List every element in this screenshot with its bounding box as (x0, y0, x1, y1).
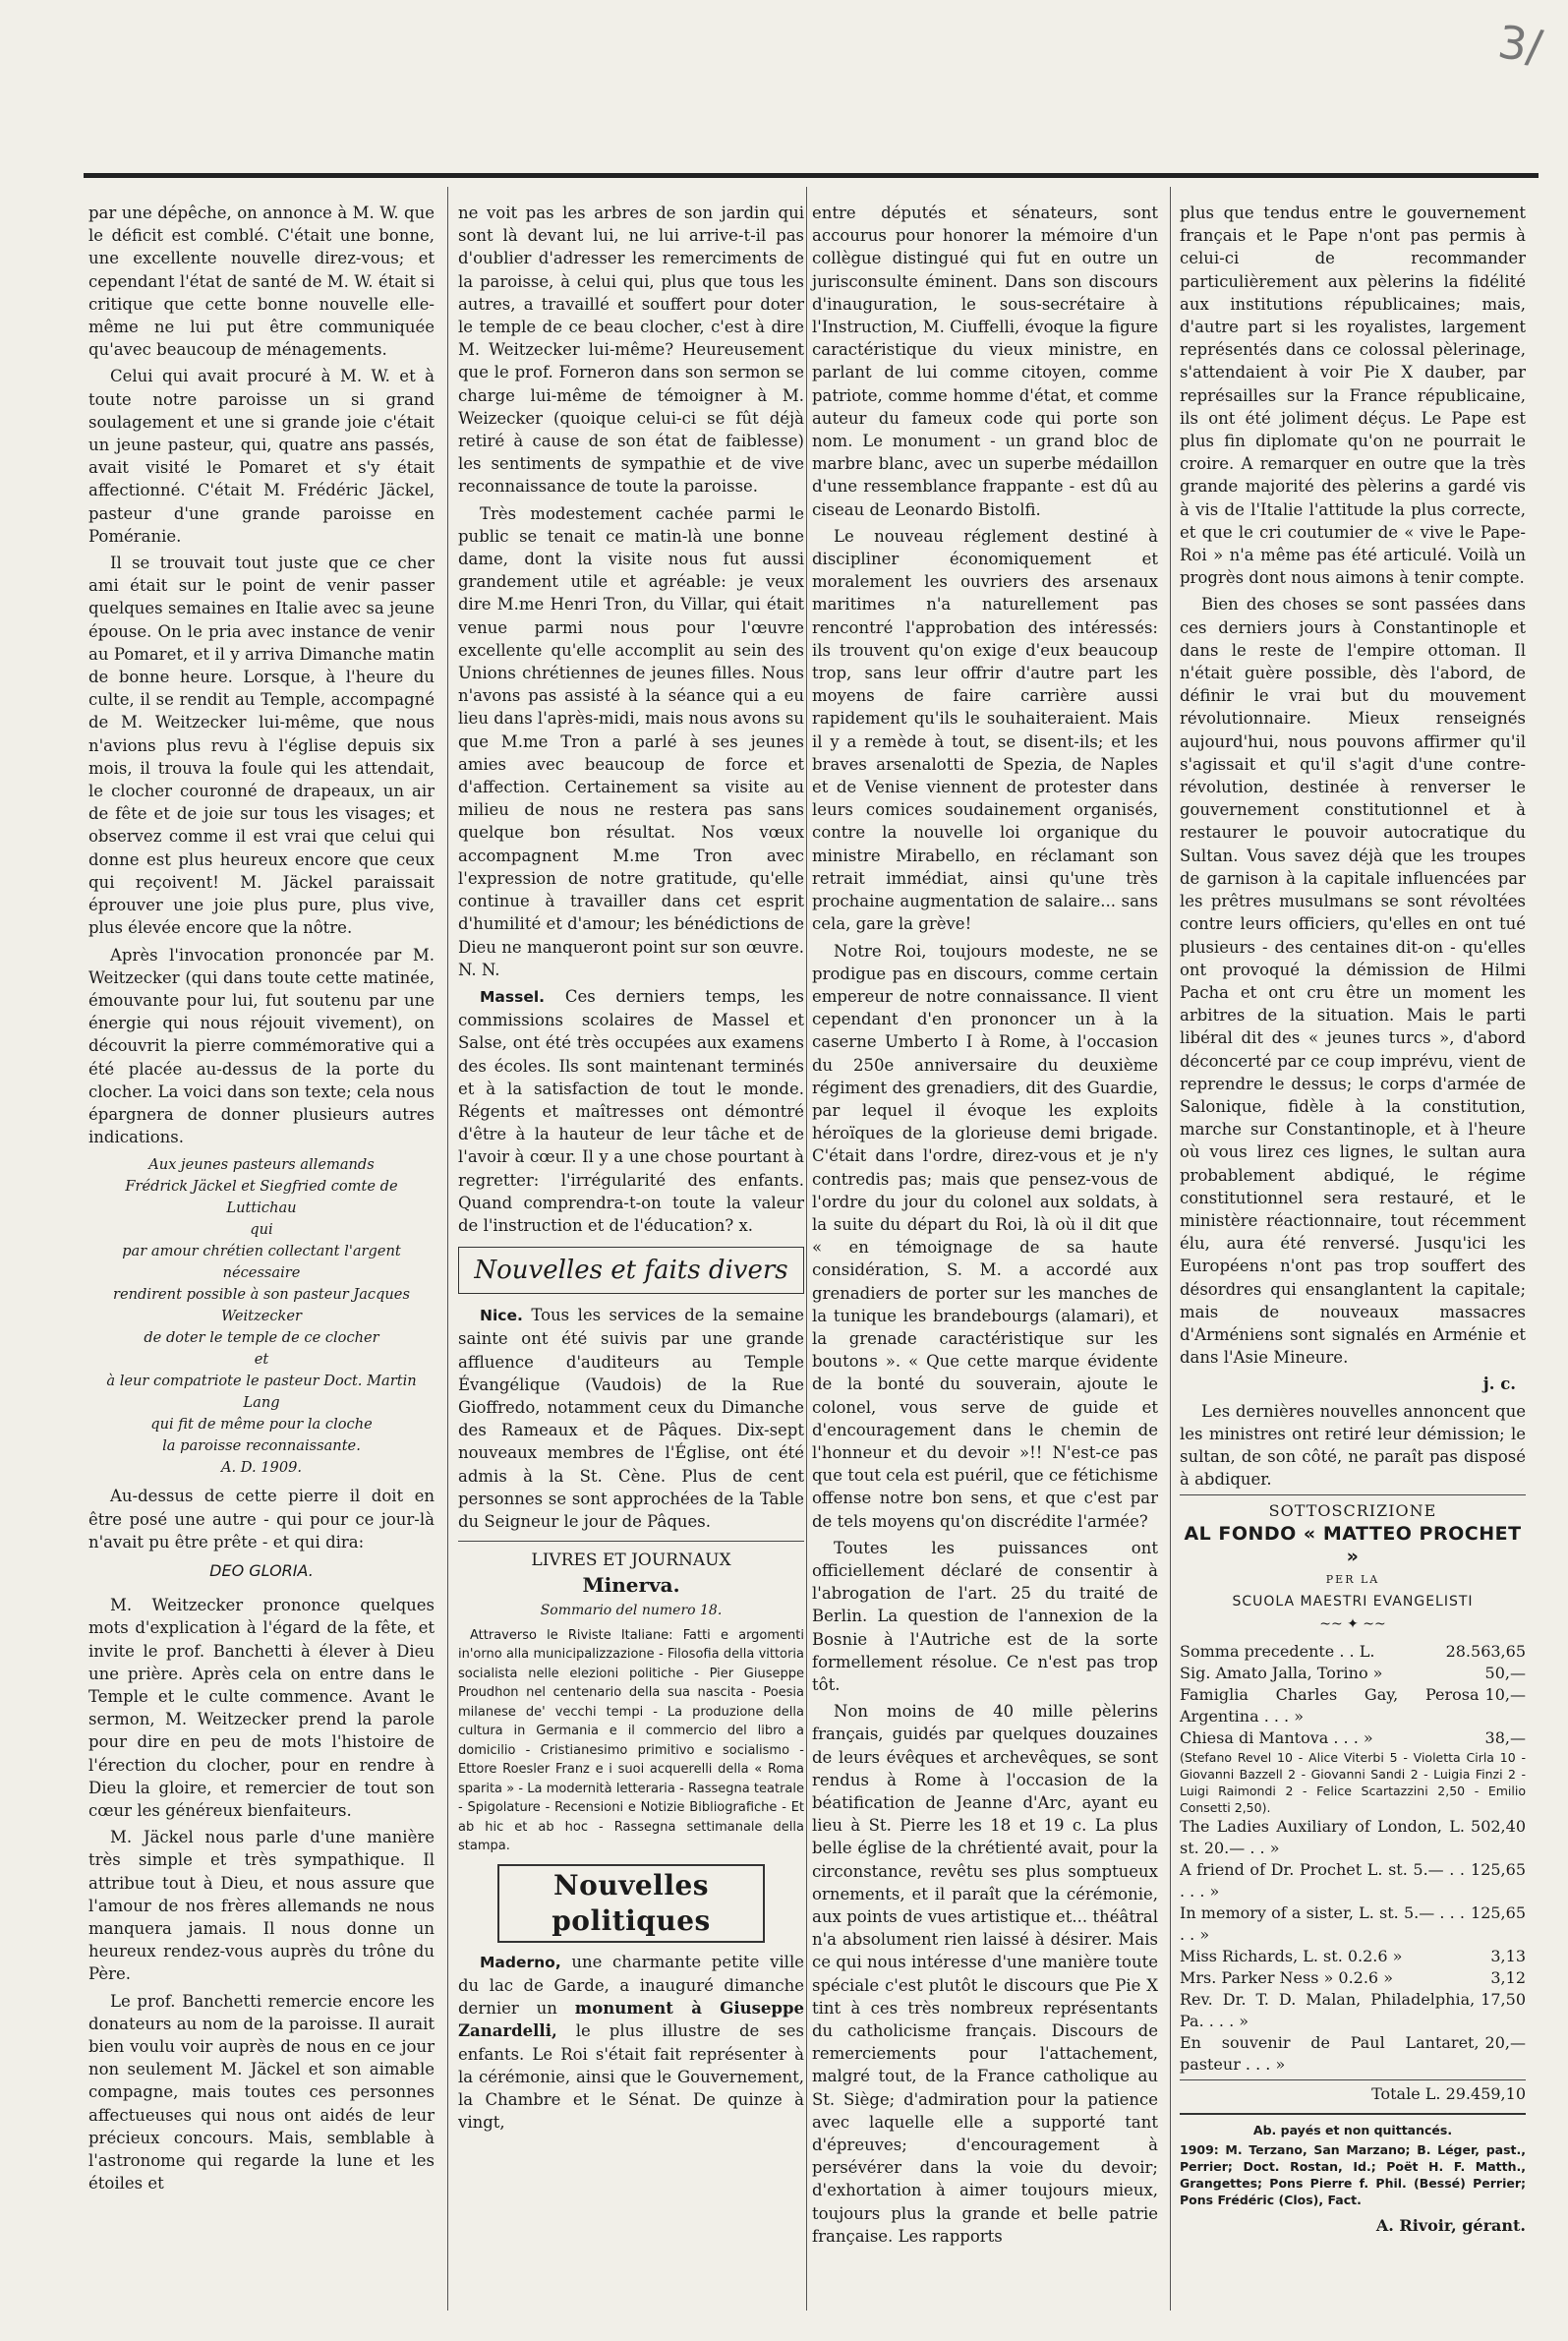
paragraph: entre députés et sénateurs, sont accourus pour honorer la mémoire d'un collègue distingué qui fut en outre un jurisconsulte éminent. Dans son discours d'inauguration, le sous-secrétaire à l'Instruction, M. Ciuffelli, évoque la figure caractéristique du vieux ministre, en parlant de lui comme citoyen, comme patriote, comme homme d'état, et comme auteur du fameux code qui porte son nom. Le monument - un grand bloc de marbre blanc, avec un superbe médaillon d'une ressemblance frappante - est dû au ciseau de Leonardo Bistolfi. (812, 204, 1158, 519)
inscription-line: et (254, 1351, 269, 1369)
item-text: Ces derniers temps, les commissions scolaires de Massel et Salse, ont été très occupées aux examens des écoles. Ils sont maintenant terminés et à la satisfaction de tout le monde. Régents et maîtresses ont démontré d'être à la hauteur de leur tâche et de l'avoir à cœur. Il y a une chose pourtant à regretter: l'irrégularité des enfants. Quand comprendra-t-on toute la valeur de l'instruction et de l'éducation? x. (458, 986, 804, 1235)
subscription-row (1180, 1641, 1526, 1663)
subscription-row (1180, 1727, 1526, 1749)
donor: Chiesa di Mantova . . . » (1180, 1727, 1373, 1747)
donor: In memory of a sister, L. st. 5.— . . . . . » (1180, 1902, 1466, 1944)
subscription-note: (Stefano Revel 10 - Alice Viterbi 5 - Violetta Cirla 10 - Giovanni Bazzell 2 - Giovanni Sandi 2 - Luigia Finzi 2 - Luigi Raimondi 2 - Felice Scartazzini 2,50 - Emilio Consetti 2,50). (1180, 1749, 1526, 1815)
inscription-line: à leur compatriote le pasteur Doct. Martin Lang (106, 1373, 417, 1412)
donor: The Ladies Auxiliary of London, L. st. 20.— . . » (1180, 1816, 1466, 1857)
divider (458, 1541, 804, 1542)
faits-divers-box (458, 1247, 804, 1294)
amount: 50,— (1484, 1663, 1526, 1682)
amount: 10,— (1484, 1684, 1526, 1704)
amount: 3,12 (1490, 1967, 1526, 1987)
column-divider (1170, 187, 1171, 2311)
paragraph: Après l'invocation prononcée par M. Weitzecker (qui dans toute cette matinée, émouvante pour lui, fut soutenu par une énergie qui nous réjouit vivement), on découvrit la pierre commémorative qui a été placée au-dessus de la porte du clocher. La voici dans son texte; cela nous épargnera de donner plusieurs autres indications. (88, 945, 435, 1147)
item-bold: monument à Giuseppe Zanardelli, (458, 1999, 804, 2041)
inscription-line: rendirent possible à son pasteur Jacques Weitzecker (113, 1286, 410, 1325)
inscription-line: Aux jeunes pasteurs allemands (148, 1156, 375, 1174)
amount: 20,— (1484, 2032, 1526, 2052)
subscription-row (1180, 1902, 1526, 1946)
inscription-line: qui (250, 1221, 273, 1239)
abonnements-list: 1909: M. Terzano, San Marzano; B. Léger, past., Perrier; Doct. Rostan, Id.; Poët H. F. Matth., Grangettes; Pons Pierre f. Phil. (Bessé) Perrier; Pons Frédéric (Clos), Fact. (1180, 2142, 1526, 2207)
paragraph: M. Jäckel nous parle d'une manière très simple et très sympathique. Il attribue tout à Dieu, et nous assure que l'amour de nos frères allemands ne nous manquera jamais. Il nous donne un heureux rendez-vous auprès du trône du Père. (88, 1828, 435, 1984)
paragraph: Non moins de 40 mille pèlerins français, guidés par quelques douzaines de leurs évêques et archevêques, se sont rendus à Rome à l'occasion de la béatification de Jeanne d'Arc, ayant eu lieu à St. Pierre les 18 et 19 c. La plus belle église de la chrétienté avait, pour la circonstance, revêtu ses plus somptueux ornements, et il paraît que la cérémonie, aux points de vues artistique et... théâtral n'a absolument rien laissé à désirer. Mais ce qui nous intéresse d'une manière toute spéciale c'est plutôt le discours que Pie X tint à ces très nombreux représentants du catholicisme français. Discours de remerciements pour l'attachement, malgré tout, de la France catholique au St. Siège; d'admiration pour la patience avec laquelle elle a supporté tant d'épreuves; d'encouragement à persévérer dans la voie du devoir; d'exhortation à aimer toujours mieux, toujours plus la grande et belle patrie française. Les rapports (812, 1702, 1158, 2246)
paragraph: M. Weitzecker prononce quelques mots d'explication à l'égard de la fête, et invite le prof. Banchetti à élever à Dieu une prière. Après cela on entre dans le Temple et le culte commence. Avant le sermon, M. Weitzecker prend la parole pour dire en peu de mots l'histoire de l'érection du clocher, pour en rendre à Dieu la gloire, et remercier de tout son cœur les généreux bienfaiteurs. (88, 1596, 435, 1820)
inscription-line: la paroisse reconnaissante. (162, 1437, 361, 1455)
paragraph: ne voit pas les arbres de son jardin qui sont là devant lui, ne lui arrive-t-il pas d'oublier d'adresser les remerciments de la paroisse, à celui qui, plus que tous les autres, a travaillé et souffert pour doter le temple de ce beau clocher, c'est à dire M. Weitzecker lui-même? Heureusement que le prof. Forneron dans son sermon se charge lui-même de témoigner à M. Weizecker (quoique celui-ci se fût déjà retiré à cause de son état de faiblesse) les sentiments de sympathie et de vive reconnaissance de toute la paroisse. (458, 204, 804, 497)
paragraph: Bien des choses se sont passées dans ces derniers jours à Constantinople et dans le reste de l'empire ottoman. Il n'était guère possible, dès l'abord, de définir le vrai but du mouvement révolutionnaire. Mieux renseignés aujourd'hui, nous pouvons affirmer qu'il s'agissait et qu'il s'agit d'une contre-révolution, destinée à renverser le gouvernement constitutionnel et à restaurer le pouvoir autocratique du Sultan. Vous savez déjà que les troupes de garnison à la capitale influencées par les prêtres musulmans se sont révoltées contre leurs officiers, qu'elles en ont tué plusieurs - des centaines dit-on - qu'elles ont provoqué la démission de Hilmi Pacha et ont cru être un moment les arbitres de la situation. Mais le parti libéral dit des « jeunes turcs », d'abord déconcerté par ce coup imprévu, vient de reprendre le dessus; le corps d'armée de Salonique, fidèle à la constitution, marche sur Constantinople, et à l'heure où vous lirez ces lignes, le sultan aura probablement abdiqué, le régime constitutionnel sera restauré, et le ministère réactionnaire, tout récemment élu, aura été renversé. Jusqu'ici les Européens n'ont pas trop souffert des désordres qui ensanglantent la capitale; mais de nouveaux massacres d'Arméniens sont signalés en Arménie et dans l'Asie Mineure. (1180, 595, 1526, 1368)
author-signature: j. c. (1482, 1375, 1516, 1394)
amount: 28.563,65 (1445, 1641, 1526, 1661)
subscription-row (1180, 1859, 1526, 1902)
donor: Miss Richards, L. st. 0.2.6 » (1180, 1946, 1403, 1965)
subscription-row (1180, 1946, 1526, 1967)
column-1 (88, 202, 435, 2198)
section-title: LIVRES ET JOURNAUX (531, 1551, 731, 1571)
section-title: Nouvelles et faits divers (474, 1256, 788, 1286)
amount: 502,40 (1471, 1816, 1526, 1836)
paragraph: Il se trouvait tout juste que ce cher ami était sur le point de venir passer quelques semaines en Italie avec sa jeune épouse. On le pria avec instance de venir au Pomaret, et il y arriva Dimanche matin de bonne heure. Lorsque, à l'heure du culte, il se rendit au Temple, accompagné de M. Weitzecker lui-même, que nous n'avions plus revu à l'église depuis six mois, il trouva la foule qui les attendait, le clocher couronné de drapeaux, un air de fête et de joie sur tous les visages; et observez comme il est vrai que celui qui donne est plus heureux encore que ceux qui reçoivent! M. Jäckel paraissait éprouver une joie plus pure, plus vive, plus élevée encore que la nôtre. (88, 554, 435, 938)
massel-item (458, 985, 804, 1237)
place-name: Nice. (480, 1307, 523, 1325)
item-text: le plus illustre de ses enfants. Le Roi s'était fait représenter à la cérémonie, ainsi que le Gouvernement, la Chambre et le Sénat. De quinze à vingt, (458, 2021, 804, 2133)
gerant-signature: A. Rivoir, gérant. (1375, 2216, 1526, 2235)
abonnements-title: Ab. payés et non quittancés. (1180, 2113, 1526, 2141)
subscription-row (1180, 2032, 1526, 2076)
inscription-line: qui fit de même pour la cloche (150, 1416, 373, 1434)
paragraph: Le nouveau réglement destiné à discipliner économiquement et moralement les ouvriers des arsenaux maritimes n'a naturellement pas rencontré l'approbation des intéressés: ils trouvent qu'on exige d'eux beaucoup trop, sans leur offrir d'autre part les moyens de faire carrière aussi rapidement qu'ils le souhaiteraient. Mais il y a remède à tout, se disent-ils; et les braves arsenalotti de Spezia, de Naples et de Venise viennent de protester dans leurs comices soudainement organisés, contre la nouvelle loi organique du ministre Mirabello, en réclamant son retrait immédiat, ainsi qu'une très prochaine augmentation de salaire... sans cela, gare la grève! (812, 526, 1158, 934)
paragraph: Les dernières nouvelles annoncent que les ministres ont retiré leur démission; le sultan, de son côté, ne paraît pas disposé à abdiquer. (1180, 1401, 1526, 1490)
paragraph: Le prof. Banchetti remercie encore les donateurs au nom de la paroisse. Il aurait bien voulu voir auprès de nous en ce jour non seulement M. Jäckel et son aimable compagne, mais toutes ces personnes affectueuses qui nous ont aidés de leur précieux concours. Mais, semblable à l'astronome qui regarde la lune et les étoiles et (88, 1991, 435, 2194)
magazine-title: Minerva. (582, 1573, 680, 1598)
paragraph: plus que tendus entre le gouvernement français et le Pape n'ont pas permis à celui-ci de recommander particulièrement aux pèlerins la fidélité aux institutions républicaines; mais, d'autre part si les royalistes, largement représentés dans ce colossal pèlerinage, s'attendaient à voir Pie X dauber, par représailles sur la France républicaine, ils ont été joliment déçus. Le Pape est plus fin diplomate qu'on ne pourrait le croire. A remarquer en outre que la très grande majorité des pèlerins a gardé vis à vis de l'Italie l'attitude la plus correcte, et que le cri coutumier de « vive le Pape-Roi » n'a même pas été articulé. Voilà un progrès dont nous aimons à tenir compte. (1180, 204, 1526, 588)
amount: 38,— (1484, 1727, 1526, 1747)
fund-per-la: PER LA (1325, 1572, 1380, 1586)
donor: En souvenir de Paul Lantaret, pasteur . . . » (1180, 2032, 1480, 2074)
subscription-row (1180, 1816, 1526, 1859)
amount: 125,65 (1471, 1902, 1526, 1922)
place-name: Maderno, (480, 1953, 561, 1971)
ornament: ~~ ✦ ~~ (1319, 1616, 1386, 1633)
amount: 3,13 (1490, 1946, 1526, 1965)
subscription-row (1180, 1684, 1526, 1727)
paragraph: Notre Roi, toujours modeste, ne se prodigue pas en discours, comme certain empereur de notre connaissance. Il vient cependant d'en prononcer un à la caserne Umberto I à Rome, à l'occasion du 250e anniversaire du deuxième régiment des grenadiers, dit des Guardie, par lequel il évoque les exploits héroïques de la glorieuse demi brigade. C'était dans l'ordre, direz-vous et je n'y contredis pas; mais que pensez-vous de l'ordre du jour du colonel aux soldats, à la suite du départ du Roi, là où il dit que « en témoignage de sa haute considération, S. M. a accordé aux grenadiers de porter sur les manches de la tunique les brandebourgs (alamari), et la grenade caractéristique sur les boutons ». « Que cette marque évidente de la bonté du souverain, ajoute le colonel, vous serve de guide et d'encouragement dans le chemin de l'honneur et du devoir »!! N'est-ce pas que tout cela est puéril, que ce fétichisme offense notre bon sens, et que c'est par de tels moyens qu'on discrédite l'armée? (812, 941, 1158, 1531)
column-divider (447, 187, 448, 2311)
subscription-row (1180, 1989, 1526, 2032)
item-text: Tous les services de la semaine sainte ont été suivis par une grande affluence d'auditeurs au Temple Évangélique (Vaudois) de la Rue Gioffredo, notamment ceux du Dimanche des Rameaux et de Pâques. Dix-sept nouveaux membres de l'Église, ont été admis à la St. Cène. Plus de cent personnes se sont approchées de la Table du Seigneur le jour de Pâques. (458, 1306, 804, 1531)
paragraph: par une dépêche, on annonce à M. W. que le déficit est comblé. C'était une bonne, une excellente nouvelle direz-vous; et cependant l'état de santé de M. W. était si critique que cette bonne nouvelle elle-même ne lui put être communiquée qu'avec beaucoup de ménagements. (88, 204, 435, 360)
subscription-title: SOTTOSCRIZIONE (1180, 1494, 1526, 1522)
maderno-item (458, 1951, 804, 2135)
paragraph: Au-dessus de cette pierre il doit en être posé une autre - qui pour ce jour-là n'avait pu être prête - et qui dira: (88, 1487, 435, 1551)
paragraph: Très modestement cachée parmi le public se tenait ce matin-là une bonne dame, dont la visite nous fut aussi grandement utile et agréable: je veux dire M.me Henri Tron, du Villar, qui était venue parmi nous pour l'œuvre excellente qu'elle accomplit au sein des Unions chrétiennes de jeunes filles. Nous n'avons pas assisté à la séance qui a eu lieu dans l'après-midi, mais nous avons su que M.me Tron a parlé à ses jeunes amies avec beaucoup de force et d'affection. Certainement sa visite au milieu de nous ne restera pas sans quelque bon résultat. Nos vœux accompagnent M.me Tron avec l'expression de notre gratitude, qu'elle continue à travailler dans cet esprit d'humilité et d'amour; les bénédictions de Dieu ne manqueront point sur son œuvre. N. N. (458, 503, 805, 979)
magazine-subtitle: Sommario del numero 18. (540, 1602, 723, 1618)
place-name: Massel. (480, 987, 546, 1006)
inscription-line: Frédrick Jäckel et Siegfried comte de Luttichau (125, 1178, 398, 1217)
inscription-line: de doter le temple de ce clocher (144, 1329, 379, 1347)
nice-item (458, 1304, 804, 1533)
column-2 (458, 202, 804, 2137)
column-4 (1180, 202, 1526, 2237)
memorial-inscription (88, 1154, 435, 1479)
inscription-line: A. D. 1909. (220, 1459, 303, 1477)
donor: Mrs. Parker Ness » 0.2.6 » (1180, 1967, 1393, 1987)
subscription-total: Totale L. 29.459,10 (1180, 2079, 1526, 2105)
donor: A friend of Dr. Prochet L. st. 5.— . . . . . » (1180, 1859, 1466, 1901)
paragraph: Toutes les puissances ont officiellement déclaré de consentir à l'abrogation de l'art. 25 du traité de Berlin. La question de l'annexion de la Bosnie à l'Autriche est de la sorte formellement résolue. Ce n'est pas trop tôt. (812, 1538, 1158, 1694)
fund-school: SCUOLA MAESTRI EVANGELISTI (1232, 1594, 1474, 1610)
header-rule (84, 173, 1539, 178)
subscription-row (1180, 1663, 1526, 1684)
amount: 125,65 (1471, 1859, 1526, 1879)
magazine-contents: Attraverso le Riviste Italiane: Fatti e argomenti in'orno alla municipalizzazione - Filosofia della vittoria socialista nelle elezioni politiche - Pier Giuseppe Proudhon nel centenario della sua nascita - Poesia milanese de' vecchi tempi - La produzione della cultura in Germania e il commercio del libro a domicilio - Cristianesimo primitivo e socialismo - Ettore Roesler Franz e i suoi acquerelli della « Roma sparita » - La modernità letteraria - Rassegna teatrale - Spigolature - Recensioni e Notizie Bibliografiche - Et ab hic et ab hoc - Rassegna settimanale della stampa. (458, 1627, 804, 1854)
donor: Rev. Dr. T. D. Malan, Philadelphia, Pa. . . . » (1180, 1989, 1476, 2030)
item-text: une charmante petite ville du lac de Garde, a inauguré dimanche dernier un (458, 1952, 804, 2019)
column-divider (806, 187, 807, 2311)
amount: 17,50 (1481, 1989, 1526, 2009)
fund-name: AL FONDO « MATTEO PROCHET » (1184, 1522, 1522, 1567)
page-folio: 3/ (1494, 15, 1546, 74)
deo-gloria: DEO GLORIA. (209, 1560, 314, 1580)
inscription-line: par amour chrétien collectant l'argent nécessaire (122, 1243, 401, 1282)
paragraph: Celui qui avait procuré à M. W. et à toute notre paroisse un si grand soulagement et une si grande joie c'était un jeune pasteur, qui, quatre ans passés, avait visité le Pomaret et s'y était affectionné. C'était M. Frédéric Jäckel, pasteur d'une grande paroisse en Poméranie. (88, 367, 435, 546)
donor: Sig. Amato Jalla, Torino » (1180, 1663, 1383, 1682)
subscription-row (1180, 1967, 1526, 1989)
section-title: Nouvelles politiques (497, 1864, 765, 1943)
donor: Somma precedente . . L. (1180, 1641, 1375, 1661)
column-3 (812, 202, 1158, 2252)
donor: Famiglia Charles Gay, Perosa Argentina . . . » (1180, 1684, 1480, 1726)
